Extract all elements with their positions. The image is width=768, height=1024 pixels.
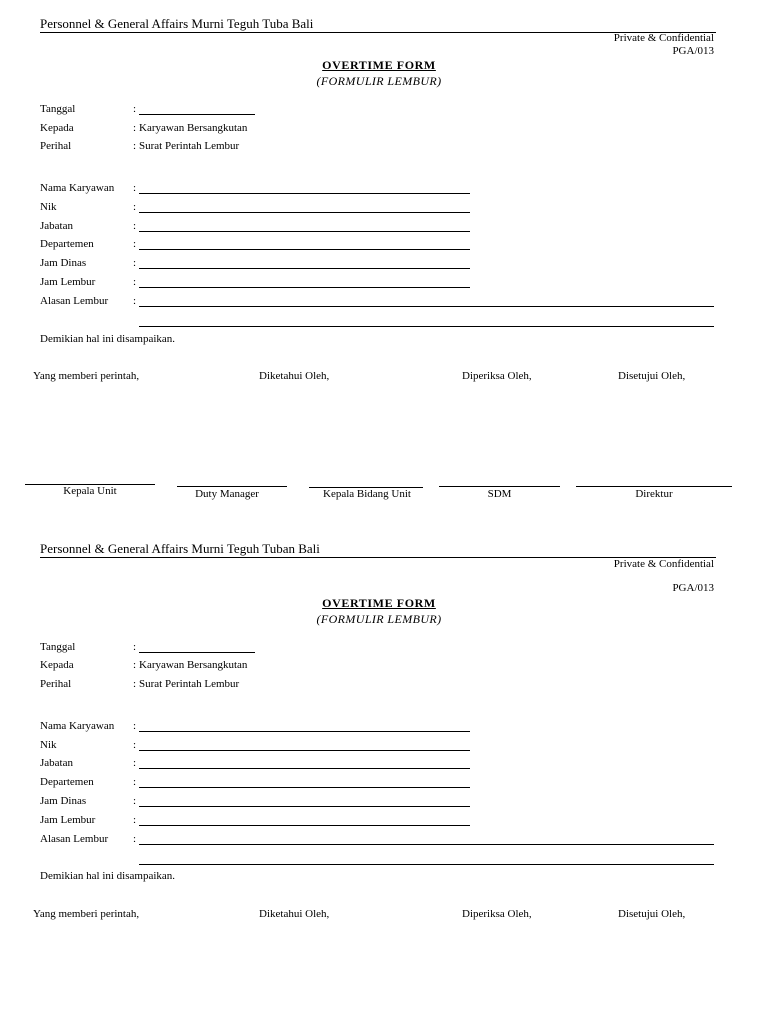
form-title: OVERTIME FORM	[322, 596, 436, 610]
field-blank-jam-dinas[interactable]	[139, 268, 470, 269]
signer-disetujui-oleh: Disetujui Oleh,	[618, 370, 686, 382]
signature-line-duty-manager[interactable]	[177, 486, 287, 487]
signer-disetujui-oleh: Disetujui Oleh,	[618, 908, 686, 920]
field-blank-departemen[interactable]	[139, 787, 470, 788]
signature-line-sdm[interactable]	[439, 486, 560, 487]
form-code: PGA/013	[672, 582, 714, 594]
closing-text: Demikian hal ini disampaikan.	[40, 870, 176, 882]
meta-value-kepada: Karyawan Bersangkutan	[139, 122, 248, 134]
field-label-departemen: Departemen	[40, 238, 94, 250]
meta-label-perihal: Perihal	[40, 678, 72, 690]
field-colon: :	[133, 201, 137, 213]
confidential-label: Private & Confidential	[613, 558, 714, 570]
field-colon: :	[133, 238, 137, 250]
signer-yang-memberi-perintah: Yang memberi perintah,	[33, 370, 140, 382]
field-blank-alasan-lembur[interactable]	[139, 844, 714, 845]
company-header: Personnel & General Affairs Murni Teguh Tuba Bali	[40, 16, 314, 31]
tanggal-blank[interactable]	[139, 652, 255, 653]
field-blank-nama-karyawan[interactable]	[139, 731, 470, 732]
signature-line-direktur[interactable]	[576, 486, 732, 487]
meta-label-perihal: Perihal	[40, 140, 72, 152]
signer-yang-memberi-perintah: Yang memberi perintah,	[33, 908, 140, 920]
meta-label-tanggal: Tanggal	[40, 641, 76, 653]
field-label-nama-karyawan: Nama Karyawan	[40, 720, 115, 732]
field-label-jabatan: Jabatan	[40, 220, 73, 232]
signer-diperiksa-oleh: Diperiksa Oleh,	[462, 370, 532, 382]
meta-value-perihal: Surat Perintah Lembur	[139, 140, 240, 152]
field-colon: :	[133, 220, 137, 232]
field-label-nama-karyawan: Nama Karyawan	[40, 182, 115, 194]
field-colon: :	[133, 182, 137, 194]
meta-label-kepada: Kepada	[40, 659, 74, 671]
field-label-jam-dinas: Jam Dinas	[40, 257, 87, 269]
form-subtitle: (FORMULIR LEMBUR)	[316, 612, 442, 626]
field-colon: :	[133, 739, 137, 751]
meta-label-kepada: Kepada	[40, 122, 74, 134]
meta-colon: :	[133, 641, 137, 653]
meta-colon: :	[133, 140, 137, 152]
field-label-alasan-lembur: Alasan Lembur	[40, 833, 109, 845]
field-colon: :	[133, 257, 137, 269]
field-colon: :	[133, 757, 137, 769]
meta-value-kepada: Karyawan Bersangkutan	[139, 659, 248, 671]
field-colon: :	[133, 776, 137, 788]
company-header: Personnel & General Affairs Murni Teguh Tuban Bali	[40, 541, 320, 556]
role-kepala-unit: Kepala Unit	[63, 485, 117, 497]
field-blank-nik[interactable]	[139, 212, 470, 213]
field-blank-jam-lembur[interactable]	[139, 825, 470, 826]
field-blank-alasan-lembur-2[interactable]	[139, 864, 714, 865]
role-direktur: Direktur	[635, 488, 673, 500]
field-label-alasan-lembur: Alasan Lembur	[40, 295, 109, 307]
field-label-jabatan: Jabatan	[40, 757, 73, 769]
field-blank-alasan-lembur-2[interactable]	[139, 326, 714, 327]
role-duty-manager: Duty Manager	[195, 488, 259, 500]
signer-diperiksa-oleh: Diperiksa Oleh,	[462, 908, 532, 920]
field-label-departemen: Departemen	[40, 776, 94, 788]
field-blank-jam-dinas[interactable]	[139, 806, 470, 807]
meta-label-tanggal: Tanggal	[40, 103, 76, 115]
field-blank-departemen[interactable]	[139, 249, 470, 250]
field-colon: :	[133, 795, 137, 807]
field-colon: :	[133, 720, 137, 732]
field-blank-alasan-lembur[interactable]	[139, 306, 714, 307]
meta-colon: :	[133, 122, 137, 134]
field-blank-jam-lembur[interactable]	[139, 287, 470, 288]
field-label-nik: Nik	[40, 739, 57, 751]
meta-colon: :	[133, 103, 137, 115]
meta-value-perihal: Surat Perintah Lembur	[139, 678, 240, 690]
signer-diketahui-oleh: Diketahui Oleh,	[259, 908, 330, 920]
signer-diketahui-oleh: Diketahui Oleh,	[259, 370, 330, 382]
closing-text: Demikian hal ini disampaikan.	[40, 333, 176, 345]
meta-colon: :	[133, 678, 137, 690]
field-blank-jabatan[interactable]	[139, 768, 470, 769]
field-colon: :	[133, 276, 137, 288]
form-subtitle: (FORMULIR LEMBUR)	[316, 74, 442, 88]
field-label-jam-lembur: Jam Lembur	[40, 276, 96, 288]
confidential-label: Private & Confidential	[613, 32, 714, 44]
role-kepala-bidang-unit: Kepala Bidang Unit	[323, 488, 411, 500]
field-blank-nama-karyawan[interactable]	[139, 193, 470, 194]
field-colon: :	[133, 833, 137, 845]
field-blank-nik[interactable]	[139, 750, 470, 751]
meta-colon: :	[133, 659, 137, 671]
field-colon: :	[133, 295, 137, 307]
tanggal-blank[interactable]	[139, 114, 255, 115]
field-label-jam-dinas: Jam Dinas	[40, 795, 87, 807]
form-title: OVERTIME FORM	[322, 58, 436, 72]
form-code: PGA/013	[672, 45, 714, 57]
field-label-nik: Nik	[40, 201, 57, 213]
field-blank-jabatan[interactable]	[139, 231, 470, 232]
field-label-jam-lembur: Jam Lembur	[40, 814, 96, 826]
field-colon: :	[133, 814, 137, 826]
role-sdm: SDM	[487, 488, 512, 500]
